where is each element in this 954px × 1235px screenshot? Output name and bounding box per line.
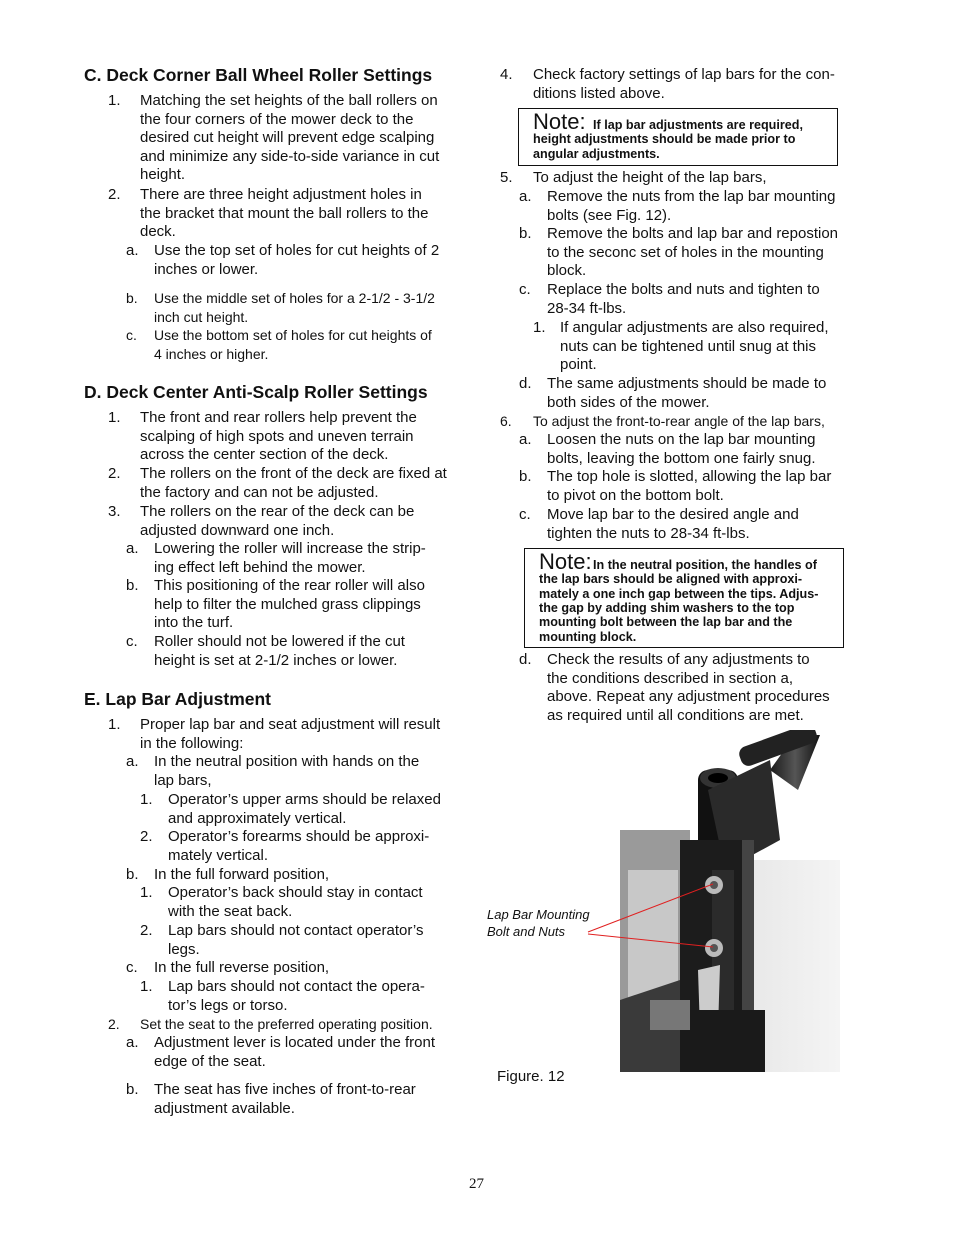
list-text-line: both sides of the mower. (547, 393, 710, 411)
list-text-line: In the full forward position, (154, 866, 330, 883)
list-text-line: height is set at 2-1/2 inches or lower. (154, 651, 398, 669)
list-marker: 2. (140, 828, 153, 845)
list-text-line: The rollers on the front of the deck are fixed at (140, 465, 447, 482)
list-text-line: 28-34 ft-lbs. (547, 299, 627, 317)
note-1-text-line: height adjustments should be made prior to (533, 132, 796, 147)
note-2-text-line: mounting bolt between the lap bar and the (539, 615, 793, 630)
list-text-line: Lap bars should not contact operator’s (168, 922, 424, 939)
list-marker: c. (126, 633, 138, 650)
list-marker: a. (126, 540, 139, 557)
page-number: 27 (469, 1176, 484, 1192)
figure-caption: Figure. 12 (497, 1068, 565, 1085)
list-marker: b. (126, 290, 138, 306)
list-marker: d. (519, 651, 532, 668)
note-1-label: Note: (533, 109, 586, 134)
list-text-line: Matching the set heights of the ball rollers on (140, 92, 438, 109)
list-text-line: inches or lower. (154, 260, 259, 278)
list-text-line: The front and rear rollers help prevent the (140, 409, 417, 426)
list-text-line: In the neutral position with hands on the (154, 753, 420, 770)
list-marker: c. (519, 506, 531, 523)
list-marker: b. (126, 577, 139, 594)
list-marker: a. (519, 188, 532, 205)
list-text-line: inch cut height. (154, 308, 249, 325)
list-text-line: ditions listed above. (533, 84, 665, 102)
list-text-line: and minimize any side-to-side variance in cut (140, 147, 440, 165)
list-text-line: Replace the bolts and nuts and tighten to (547, 281, 820, 298)
list-text-line: nuts can be tightened until snug at this (560, 337, 817, 355)
list-text-line: the conditions described in section a, (547, 669, 793, 687)
list-marker: 2. (108, 1016, 120, 1032)
list-text-line: as required until all conditions are met. (547, 706, 804, 724)
list-text-line: edge of the seat. (154, 1052, 266, 1070)
list-marker: c. (126, 327, 137, 343)
list-text-line: If angular adjustments are also required, (560, 319, 829, 336)
list-marker: d. (519, 375, 532, 392)
heading-d: D. Deck Center Anti-Scalp Roller Settings (84, 382, 428, 402)
list-text-line: tighten the nuts to 28-34 ft-lbs. (547, 524, 750, 542)
list-text-line: scalping of high spots and uneven terrain (140, 427, 414, 445)
list-text-line: Lowering the roller will increase the strip- (154, 540, 426, 557)
list-text-line: Move lap bar to the desired angle and (547, 506, 799, 523)
list-marker: 1. (108, 409, 121, 426)
list-text-line: Use the bottom set of holes for cut heights of (154, 327, 432, 343)
list-marker: 1. (140, 884, 153, 901)
list-text-line: Use the top set of holes for cut heights of 2 (154, 242, 440, 259)
list-marker: 1. (108, 716, 121, 733)
list-text-line: adjusted downward one inch. (140, 521, 335, 539)
list-marker: c. (126, 959, 138, 976)
list-text-line: block. (547, 262, 587, 280)
note-2-text-line: the gap by adding shim washers to the top (539, 600, 795, 615)
list-marker: 5. (500, 169, 513, 186)
list-text-line: 4 inches or higher. (154, 345, 269, 362)
list-text-line: Operator’s back should stay in contact (168, 884, 423, 901)
heading-c: C. Deck Corner Ball Wheel Roller Settings (84, 65, 433, 85)
list-marker: 1. (108, 92, 121, 109)
list-marker: 2. (108, 465, 121, 482)
list-text-line: and approximately vertical. (168, 809, 347, 827)
list-text-line: The same adjustments should be made to (547, 375, 827, 392)
note-1-text-line: angular adjustments. (533, 146, 660, 161)
note-2-text-line: mately a one inch gap between the tips. Adjus- (539, 586, 819, 601)
list-marker: 2. (108, 186, 121, 203)
figure-callout (487, 906, 590, 940)
figure-callout-line-2: Bolt and Nuts (487, 924, 566, 939)
list-text-line: Lap bars should not contact the opera- (168, 978, 425, 995)
list-text-line: The seat has five inches of front-to-rear (154, 1081, 416, 1098)
list-text-line: In the full reverse position, (154, 959, 330, 976)
list-text-line: to pivot on the bottom bolt. (547, 486, 724, 504)
list-text-line: help to filter the mulched grass clippings (154, 595, 421, 613)
list-text-line: above. Repeat any adjustment procedures (547, 688, 830, 706)
list-text-line: To adjust the front-to-rear angle of the lap bars, (533, 413, 825, 429)
list-text-line: to the seconc set of holes in the mounting (547, 243, 824, 261)
heading-e: E. Lap Bar Adjustment (84, 689, 272, 709)
list-marker: 1. (140, 978, 153, 995)
list-text-line: in the following: (140, 734, 244, 752)
list-text-line: To adjust the height of the lap bars, (533, 169, 767, 186)
list-text-line: Roller should not be lowered if the cut (154, 633, 405, 650)
list-text-line: There are three height adjustment holes in (140, 186, 422, 203)
list-marker: b. (126, 1081, 139, 1098)
list-text-line: Loosen the nuts on the lap bar mounting (547, 431, 816, 448)
list-marker: 2. (140, 922, 153, 939)
list-text-line: Set the seat to the preferred operating position. (140, 1016, 433, 1032)
list-marker: b. (126, 866, 139, 883)
list-marker: 1. (140, 791, 153, 808)
list-text-line: deck. (140, 223, 176, 241)
list-text-line: desired cut height will prevent edge scalping (140, 129, 435, 147)
list-text-line: The rollers on the rear of the deck can be (140, 503, 415, 520)
callout-line-bottom (588, 934, 713, 947)
list-text-line: Proper lap bar and seat adjustment will result (140, 716, 441, 733)
note-1-text-line: If lap bar adjustments are required, (593, 118, 803, 132)
list-text-line: Operator’s upper arms should be relaxed (168, 791, 441, 808)
list-marker: b. (519, 225, 532, 242)
list-text-line: Adjustment lever is located under the front (154, 1034, 435, 1051)
list-text-line: bolts (see Fig. 12). (547, 206, 672, 224)
list-text-line: the factory and can not be adjusted. (140, 483, 379, 501)
list-text-line: This positioning of the rear roller will also (154, 577, 425, 594)
list-text-line: ing effect left behind the mower. (154, 558, 366, 576)
list-text-line: point. (560, 356, 597, 374)
list-marker: b. (519, 468, 532, 485)
list-marker: 1. (533, 319, 546, 336)
list-text-line: The top hole is slotted, allowing the lap bar (547, 468, 832, 485)
list-text-line: the four corners of the mower deck to the (140, 110, 414, 128)
list-marker: a. (519, 431, 532, 448)
list-marker: a. (126, 753, 139, 770)
note-2-text-line: mounting block. (539, 629, 637, 644)
list-text-line: Check factory settings of lap bars for the con- (533, 66, 835, 83)
list-text-line: Remove the nuts from the lap bar mounting (547, 188, 836, 205)
callout-line-top (588, 884, 713, 932)
list-text-line: Remove the bolts and lap bar and repostion (547, 225, 839, 242)
list-marker: 3. (108, 503, 121, 520)
list-text-line: lap bars, (154, 771, 212, 789)
list-marker: a. (126, 1034, 139, 1051)
list-text-line: tor’s legs or torso. (168, 996, 288, 1014)
list-text-line: into the turf. (154, 614, 234, 632)
list-text-line: Use the middle set of holes for a 2-1/2 - 3-1/2 (154, 290, 435, 306)
list-marker: c. (519, 281, 531, 298)
list-marker: 6. (500, 413, 512, 429)
list-text-line: legs. (168, 940, 200, 958)
note-2-text-line: In the neutral position, the handles of (593, 558, 817, 572)
list-text-line: Check the results of any adjustments to (547, 651, 810, 668)
note-2-text-line: the lap bars should be aligned with approxi- (539, 572, 803, 587)
list-text-line: with the seat back. (168, 902, 293, 920)
list-text-line: mately vertical. (168, 846, 269, 864)
list-marker: a. (126, 242, 139, 259)
list-marker: 4. (500, 66, 513, 83)
list-text-line: adjustment available. (154, 1099, 295, 1117)
list-text-line: across the center section of the deck. (140, 446, 389, 464)
note-2-label: Note: (539, 549, 592, 574)
list-text-line: bolts, leaving the bottom one fairly snug. (547, 449, 816, 467)
figure-callout-line-1: Lap Bar Mounting (487, 907, 590, 922)
list-text-line: the bracket that mount the ball rollers to the (140, 204, 429, 222)
list-text-line: height. (140, 166, 186, 184)
list-text-line: Operator’s forearms should be approxi- (168, 828, 430, 845)
